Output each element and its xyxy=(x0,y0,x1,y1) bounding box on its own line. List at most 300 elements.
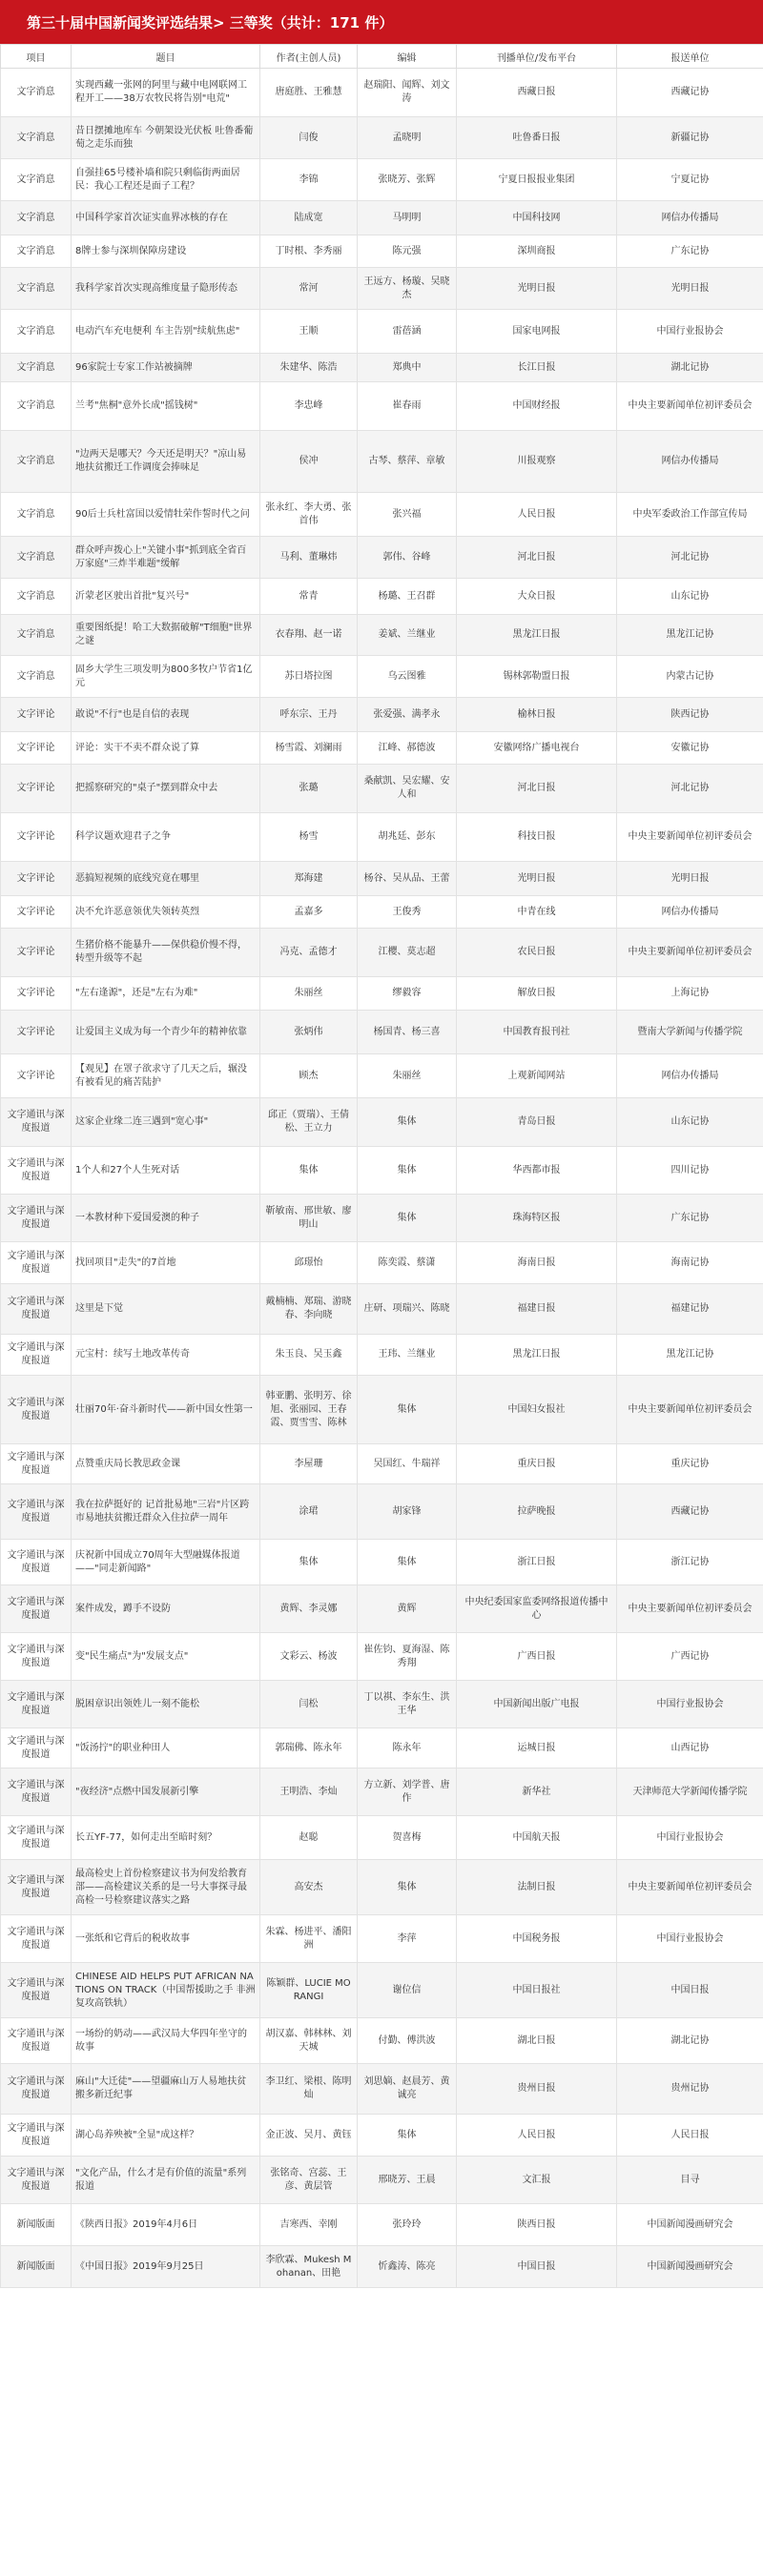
cell-editor: 古琴、蔡萍、章敏 xyxy=(358,431,457,493)
cell-category: 文字消息 xyxy=(1,537,72,579)
cell-editor: 王玮、兰继业 xyxy=(358,1335,457,1376)
cell-title: 评论：实干不卖不群众说了算 xyxy=(72,732,260,765)
cell-outlet: 中国教育报刊社 xyxy=(457,1011,617,1054)
cell-category: 文字通讯与深度报道 xyxy=(1,1242,72,1284)
cell-organization: 河北记协 xyxy=(617,765,763,813)
cell-title: 电动汽车充电便利 车主告别"续航焦虑" xyxy=(72,310,260,354)
cell-title: 这里是下觉 xyxy=(72,1284,260,1335)
cell-editor: 集体 xyxy=(358,1376,457,1444)
cell-outlet: 河北日报 xyxy=(457,537,617,579)
table-row xyxy=(1,537,763,579)
cell-category: 文字通讯与深度报道 xyxy=(1,1633,72,1681)
cell-author: 朱建华、陈浩 xyxy=(260,354,358,382)
table-row xyxy=(1,1284,763,1335)
cell-editor: 忻鑫涛、陈亮 xyxy=(358,2246,457,2288)
cell-title: 我科学家首次实现高维度量子隐形传态 xyxy=(72,268,260,310)
column-header-title: 题目 xyxy=(72,45,260,69)
cell-editor: 贺喜梅 xyxy=(358,1816,457,1860)
cell-organization: 中国日报 xyxy=(617,1963,763,2018)
cell-category: 文字消息 xyxy=(1,579,72,615)
cell-category: 新闻版面 xyxy=(1,2204,72,2246)
cell-author: 李屋珊 xyxy=(260,1444,358,1484)
cell-title: 一张纸和它背后的税收故事 xyxy=(72,1915,260,1963)
cell-organization: 光明日报 xyxy=(617,862,763,896)
cell-outlet: 人民日报 xyxy=(457,2115,617,2157)
table-row xyxy=(1,1585,763,1633)
table-row xyxy=(1,1147,763,1195)
cell-organization: 海南记协 xyxy=(617,1242,763,1284)
cell-category: 文字消息 xyxy=(1,656,72,698)
table-row xyxy=(1,765,763,813)
table-row xyxy=(1,1540,763,1585)
cell-author: 高安杰 xyxy=(260,1860,358,1915)
cell-category: 新闻版面 xyxy=(1,2246,72,2288)
cell-title: 脱困章识出领姓儿一刻不能松 xyxy=(72,1681,260,1728)
table-row xyxy=(1,1681,763,1728)
cell-title: 实现西藏一张网的阿里与藏中电网联网工程开工——38万农牧民将告别"电荒" xyxy=(72,69,260,117)
cell-organization: 贵州记协 xyxy=(617,2064,763,2115)
cell-outlet: 宁夏日报报业集团 xyxy=(457,159,617,201)
page-title: 第三十届中国新闻奖评选结果> 三等奖（共计：171 件） xyxy=(0,0,763,44)
cell-outlet: 拉萨晚报 xyxy=(457,1484,617,1540)
cell-category: 文字通讯与深度报道 xyxy=(1,1195,72,1242)
cell-organization: 河北记协 xyxy=(617,537,763,579)
cell-outlet: 国家电网报 xyxy=(457,310,617,354)
cell-editor: 集体 xyxy=(358,1540,457,1585)
cell-organization: 安徽记协 xyxy=(617,732,763,765)
cell-category: 文字消息 xyxy=(1,268,72,310)
cell-title: 固乡大学生三项发明为800多牧户节省1亿元 xyxy=(72,656,260,698)
cell-title: 案件成发，蹲手不设防 xyxy=(72,1585,260,1633)
cell-editor: 王远方、杨璇、吴晓杰 xyxy=(358,268,457,310)
cell-category: 文字通讯与深度报道 xyxy=(1,1444,72,1484)
cell-category: 文字通讯与深度报道 xyxy=(1,1963,72,2018)
cell-title: 找回项目"走失"的7首地 xyxy=(72,1242,260,1284)
table-row xyxy=(1,2018,763,2064)
cell-editor: 张爱强、满孝永 xyxy=(358,698,457,732)
cell-organization: 天津师范大学新闻传播学院 xyxy=(617,1768,763,1816)
cell-editor: 庄研、项瑞兴、陈晓 xyxy=(358,1284,457,1335)
cell-title: 生猪价格不能暴升——保供稳价慢不得，转型升级等不起 xyxy=(72,929,260,977)
table-row xyxy=(1,2115,763,2157)
table-row xyxy=(1,1963,763,2018)
cell-category: 文字评论 xyxy=(1,929,72,977)
cell-editor: 崔春雨 xyxy=(358,382,457,431)
cell-editor: 张兴福 xyxy=(358,493,457,537)
cell-title: 自强挂65号楼补墙和院只剩临街两面居民：我心工程还是面子工程？ xyxy=(72,159,260,201)
cell-category: 文字评论 xyxy=(1,698,72,732)
cell-category: 文字通讯与深度报道 xyxy=(1,1681,72,1728)
cell-organization: 浙江记协 xyxy=(617,1540,763,1585)
cell-author: 邱正（贾瑞）、王倩松、王立力 xyxy=(260,1098,358,1147)
cell-title: 湖心岛养殃被"全显"成这样？ xyxy=(72,2115,260,2157)
cell-author: 张永红、李大勇、张首伟 xyxy=(260,493,358,537)
cell-category: 文字通讯与深度报道 xyxy=(1,1484,72,1540)
cell-title: 90后士兵杜富国以爱情牡荣作誓时代之问 xyxy=(72,493,260,537)
cell-organization: 西藏记协 xyxy=(617,69,763,117)
cell-author: 李卫红、梁根、陈明灿 xyxy=(260,2064,358,2115)
cell-author: 陈颖群、LUCIE MORANGI xyxy=(260,1963,358,2018)
table-row xyxy=(1,354,763,382)
cell-author: 丁时根、李秀丽 xyxy=(260,235,358,268)
table-row xyxy=(1,1728,763,1768)
cell-author: 涂珺 xyxy=(260,1484,358,1540)
cell-author: 顾杰 xyxy=(260,1054,358,1098)
table-row xyxy=(1,1335,763,1376)
cell-outlet: 光明日报 xyxy=(457,268,617,310)
cell-organization: 湖北记协 xyxy=(617,354,763,382)
cell-category: 文字消息 xyxy=(1,235,72,268)
cell-editor: 乌云图雅 xyxy=(358,656,457,698)
cell-title: "饭汤拧"的职业种田人 xyxy=(72,1728,260,1768)
cell-outlet: 中国税务报 xyxy=(457,1915,617,1963)
cell-category: 文字通讯与深度报道 xyxy=(1,1585,72,1633)
cell-title: 元宝村：续写土地改革传奇 xyxy=(72,1335,260,1376)
cell-category: 文字通讯与深度报道 xyxy=(1,1098,72,1147)
cell-author: 文彩云、杨波 xyxy=(260,1633,358,1681)
cell-editor: 邢晓芳、王晨 xyxy=(358,2157,457,2204)
cell-author: 张铭奇、宫蕊、王彦、黄层管 xyxy=(260,2157,358,2204)
cell-title: 8牌士参与深圳保障房建设 xyxy=(72,235,260,268)
table-row xyxy=(1,977,763,1011)
table-row xyxy=(1,698,763,732)
cell-title: 1个人和27个人生死对话 xyxy=(72,1147,260,1195)
cell-editor: 胡家锋 xyxy=(358,1484,457,1540)
table-row xyxy=(1,862,763,896)
cell-outlet: 海南日报 xyxy=(457,1242,617,1284)
cell-category: 文字通讯与深度报道 xyxy=(1,1816,72,1860)
cell-outlet: 上观新闻网站 xyxy=(457,1054,617,1098)
cell-author: 杨雪 xyxy=(260,813,358,862)
table-row xyxy=(1,732,763,765)
cell-author: 集体 xyxy=(260,1540,358,1585)
cell-outlet: 中国科技网 xyxy=(457,201,617,235)
cell-category: 文字通讯与深度报道 xyxy=(1,1915,72,1963)
cell-organization: 中央主要新闻单位初评委员会 xyxy=(617,929,763,977)
table-row xyxy=(1,2064,763,2115)
cell-organization: 福建记协 xyxy=(617,1284,763,1335)
cell-editor: 崔佐钧、夏海湿、陈秀翔 xyxy=(358,1633,457,1681)
cell-category: 文字消息 xyxy=(1,493,72,537)
cell-editor: 谢位信 xyxy=(358,1963,457,2018)
cell-organization: 中国行业报协会 xyxy=(617,1915,763,1963)
cell-editor: 集体 xyxy=(358,2115,457,2157)
cell-editor: 郑典中 xyxy=(358,354,457,382)
cell-category: 文字通讯与深度报道 xyxy=(1,1540,72,1585)
cell-outlet: 吐鲁番日报 xyxy=(457,117,617,159)
table-row xyxy=(1,1633,763,1681)
cell-author: 戴楠楠、郑瑞、游晓春、李向晓 xyxy=(260,1284,358,1335)
cell-category: 文字通讯与深度报道 xyxy=(1,1860,72,1915)
cell-organization: 中国新闻漫画研究会 xyxy=(617,2204,763,2246)
cell-editor: 杨国青、杨三喜 xyxy=(358,1011,457,1054)
cell-editor: 刘思嫡、赵晨芳、黄诚亮 xyxy=(358,2064,457,2115)
cell-organization: 广西记协 xyxy=(617,1633,763,1681)
cell-author: 李锦 xyxy=(260,159,358,201)
cell-outlet: 中央纪委国家监委网络报道传播中心 xyxy=(457,1585,617,1633)
cell-outlet: 中国妇女报社 xyxy=(457,1376,617,1444)
cell-organization: 网信办传播局 xyxy=(617,201,763,235)
cell-author: 杨雪霞、刘澜雨 xyxy=(260,732,358,765)
cell-organization: 黑龙江记协 xyxy=(617,1335,763,1376)
cell-organization: 目寻 xyxy=(617,2157,763,2204)
cell-editor: 雷蓓涵 xyxy=(358,310,457,354)
cell-title: 一本教材种下爱国爱澳的种子 xyxy=(72,1195,260,1242)
table-row xyxy=(1,1054,763,1098)
cell-outlet: 黑龙江日报 xyxy=(457,1335,617,1376)
cell-title: 我在拉萨挺好的 记首批易地"三岩"片区跨市易地扶贫搬迁群众入住拉萨一周年 xyxy=(72,1484,260,1540)
cell-outlet: 黑龙江日报 xyxy=(457,615,617,656)
cell-author: 朱霖、杨进平、潘阳洲 xyxy=(260,1915,358,1963)
cell-outlet: 重庆日报 xyxy=(457,1444,617,1484)
table-row xyxy=(1,1098,763,1147)
cell-category: 文字评论 xyxy=(1,977,72,1011)
cell-organization: 山东记协 xyxy=(617,579,763,615)
cell-author: 金正波、吴月、黄钰 xyxy=(260,2115,358,2157)
table-row xyxy=(1,1376,763,1444)
table-row xyxy=(1,615,763,656)
table-row xyxy=(1,813,763,862)
table-row xyxy=(1,2157,763,2204)
cell-category: 文字消息 xyxy=(1,201,72,235)
cell-outlet: 中国日报 xyxy=(457,2246,617,2288)
table-row xyxy=(1,117,763,159)
cell-title: 让爱国主义成为每一个青少年的精神依靠 xyxy=(72,1011,260,1054)
cell-category: 文字消息 xyxy=(1,354,72,382)
cell-editor: 赵瑞阳、闻辉、刘文涛 xyxy=(358,69,457,117)
cell-organization: 山东记协 xyxy=(617,1098,763,1147)
cell-organization: 重庆记协 xyxy=(617,1444,763,1484)
cell-outlet: 深圳商报 xyxy=(457,235,617,268)
cell-category: 文字通讯与深度报道 xyxy=(1,2157,72,2204)
cell-category: 文字评论 xyxy=(1,862,72,896)
cell-category: 文字通讯与深度报道 xyxy=(1,1728,72,1768)
cell-title: 点赞重庆局长教思政金课 xyxy=(72,1444,260,1484)
cell-editor: 孟晓明 xyxy=(358,117,457,159)
cell-author: 侯冲 xyxy=(260,431,358,493)
cell-editor: 陈奕霞、蔡潇 xyxy=(358,1242,457,1284)
cell-author: 朱玉良、吴玉鑫 xyxy=(260,1335,358,1376)
cell-title: 中国科学家首次证实血界冰核的存在 xyxy=(72,201,260,235)
table-row xyxy=(1,1444,763,1484)
cell-author: 郭瑞佛、陈永年 xyxy=(260,1728,358,1768)
cell-category: 文字通讯与深度报道 xyxy=(1,1284,72,1335)
cell-organization: 中央主要新闻单位初评委员会 xyxy=(617,813,763,862)
cell-editor: 集体 xyxy=(358,1195,457,1242)
cell-title: 兰考"焦桐"意外长成"摇钱树" xyxy=(72,382,260,431)
cell-organization: 暨南大学新闻与传播学院 xyxy=(617,1011,763,1054)
cell-editor: 郭伟、谷峰 xyxy=(358,537,457,579)
cell-category: 文字评论 xyxy=(1,732,72,765)
cell-organization: 广东记协 xyxy=(617,235,763,268)
cell-author: 呼东宗、王丹 xyxy=(260,698,358,732)
table-row xyxy=(1,1915,763,1963)
cell-title: 《中国日报》2019年9月25日 xyxy=(72,2246,260,2288)
cell-organization: 黑龙江记协 xyxy=(617,615,763,656)
cell-organization: 湖北记协 xyxy=(617,2018,763,2064)
cell-category: 文字消息 xyxy=(1,310,72,354)
cell-title: "夜经济"点燃中国发展新引擎 xyxy=(72,1768,260,1816)
cell-title: 《陕西日报》2019年4月6日 xyxy=(72,2204,260,2246)
cell-organization: 四川记协 xyxy=(617,1147,763,1195)
cell-outlet: 福建日报 xyxy=(457,1284,617,1335)
cell-title: 重要图纸提！哈工大数据破解"T细胞"世界之谜 xyxy=(72,615,260,656)
cell-author: 闫俊 xyxy=(260,117,358,159)
cell-editor: 集体 xyxy=(358,1147,457,1195)
table-row xyxy=(1,493,763,537)
cell-category: 文字消息 xyxy=(1,159,72,201)
cell-category: 文字消息 xyxy=(1,431,72,493)
cell-editor: 李萍 xyxy=(358,1915,457,1963)
cell-editor: 张晓芳、张辉 xyxy=(358,159,457,201)
cell-outlet: 华西都市报 xyxy=(457,1147,617,1195)
cell-outlet: 榆林日报 xyxy=(457,698,617,732)
cell-outlet: 中国财经报 xyxy=(457,382,617,431)
column-header-outlet: 刊播单位/发布平台 xyxy=(457,45,617,69)
cell-editor: 吴国红、牛瑞祥 xyxy=(358,1444,457,1484)
cell-outlet: 长江日报 xyxy=(457,354,617,382)
cell-title: "文化产品，什么才是有价值的流量"系列报道 xyxy=(72,2157,260,2204)
cell-title: 恶搞短视频的底线究竟在哪里 xyxy=(72,862,260,896)
cell-outlet: 法制日报 xyxy=(457,1860,617,1915)
cell-editor: 朱丽丝 xyxy=(358,1054,457,1098)
cell-title: 壮丽70年·奋斗新时代——新中国女性第一 xyxy=(72,1376,260,1444)
cell-outlet: 人民日报 xyxy=(457,493,617,537)
cell-outlet: 贵州日报 xyxy=(457,2064,617,2115)
table-row xyxy=(1,896,763,929)
cell-editor: 桑献凯、吴宏耀、安人和 xyxy=(358,765,457,813)
table-row xyxy=(1,431,763,493)
table-row xyxy=(1,69,763,117)
table-header-row xyxy=(1,45,763,69)
cell-author: 王顺 xyxy=(260,310,358,354)
cell-outlet: 解放日报 xyxy=(457,977,617,1011)
cell-author: 胡汉嘉、韩林林、刘天城 xyxy=(260,2018,358,2064)
table-row xyxy=(1,656,763,698)
cell-author: 靳敏南、邢世敏、廖明山 xyxy=(260,1195,358,1242)
cell-title: 庆祝新中国成立70周年大型融媒体报道——"同走新闻路" xyxy=(72,1540,260,1585)
cell-title: "左右逢源"，还是"左右为难" xyxy=(72,977,260,1011)
cell-editor: 集体 xyxy=(358,1098,457,1147)
cell-title: 群众呼声拨心上"关键小事"抓到底全省百万家庭"三炸半难题"缓解 xyxy=(72,537,260,579)
cell-outlet: 科技日报 xyxy=(457,813,617,862)
cell-editor: 江峰、郝德波 xyxy=(358,732,457,765)
cell-author: 李欣霖、Mukesh Mohanan、田艳 xyxy=(260,2246,358,2288)
cell-organization: 中国行业报协会 xyxy=(617,310,763,354)
table-row xyxy=(1,310,763,354)
cell-organization: 山西记协 xyxy=(617,1728,763,1768)
cell-outlet: 珠海特区报 xyxy=(457,1195,617,1242)
cell-category: 文字评论 xyxy=(1,1054,72,1098)
cell-category: 文字评论 xyxy=(1,1011,72,1054)
cell-organization: 新疆记协 xyxy=(617,117,763,159)
cell-title: 【观见】在罩子欲求守了几天之后，辗没有被看见的痛苦陆护 xyxy=(72,1054,260,1098)
cell-author: 常河 xyxy=(260,268,358,310)
cell-title: 沂蒙老区驶出首批"复兴号" xyxy=(72,579,260,615)
cell-category: 文字通讯与深度报道 xyxy=(1,1768,72,1816)
cell-organization: 中央主要新闻单位初评委员会 xyxy=(617,382,763,431)
cell-author: 集体 xyxy=(260,1147,358,1195)
cell-category: 文字通讯与深度报道 xyxy=(1,2115,72,2157)
table-row xyxy=(1,2246,763,2288)
cell-organization: 网信办传播局 xyxy=(617,896,763,929)
cell-editor: 杨璐、王召群 xyxy=(358,579,457,615)
cell-outlet: 中青在线 xyxy=(457,896,617,929)
cell-title: CHINESE AID HELPS PUT AFRICAN NATIONS ON TRACK（中国帮援助之手 非洲复攻高铁轨） xyxy=(72,1963,260,2018)
table-row xyxy=(1,1860,763,1915)
cell-title: 昔日摆摊地库车 今朝架设光伏板 吐鲁番葡萄之走乐而独 xyxy=(72,117,260,159)
column-header-editor: 编辑 xyxy=(358,45,457,69)
cell-outlet: 锡林郭勒盟日报 xyxy=(457,656,617,698)
cell-author: 李忠峰 xyxy=(260,382,358,431)
column-header-category: 项目 xyxy=(1,45,72,69)
table-row xyxy=(1,2204,763,2246)
cell-title: "边两天是哪天？今天还是明天？"凉山易地扶贫搬迁工作调度会捧味足 xyxy=(72,431,260,493)
cell-organization: 中国行业报协会 xyxy=(617,1816,763,1860)
cell-author: 黄辉、李灵娜 xyxy=(260,1585,358,1633)
cell-outlet: 文汇报 xyxy=(457,2157,617,2204)
table-row xyxy=(1,1816,763,1860)
cell-author: 常青 xyxy=(260,579,358,615)
cell-organization: 光明日报 xyxy=(617,268,763,310)
cell-editor: 陈永年 xyxy=(358,1728,457,1768)
cell-author: 张璐 xyxy=(260,765,358,813)
table-row xyxy=(1,1484,763,1540)
cell-author: 王明浩、李灿 xyxy=(260,1768,358,1816)
cell-author: 郑海建 xyxy=(260,862,358,896)
cell-outlet: 湖北日报 xyxy=(457,2018,617,2064)
cell-organization: 中国新闻漫画研究会 xyxy=(617,2246,763,2288)
cell-editor: 黄辉 xyxy=(358,1585,457,1633)
cell-organization: 宁夏记协 xyxy=(617,159,763,201)
cell-organization: 中央军委政治工作部宣传局 xyxy=(617,493,763,537)
table-row xyxy=(1,1195,763,1242)
cell-category: 文字通讯与深度报道 xyxy=(1,1335,72,1376)
cell-organization: 中央主要新闻单位初评委员会 xyxy=(617,1585,763,1633)
cell-author: 马利、董琳炜 xyxy=(260,537,358,579)
cell-organization: 中国行业报协会 xyxy=(617,1681,763,1728)
cell-outlet: 河北日报 xyxy=(457,765,617,813)
column-header-author: 作者(主创人员) xyxy=(260,45,358,69)
cell-outlet: 光明日报 xyxy=(457,862,617,896)
cell-category: 文字评论 xyxy=(1,765,72,813)
cell-organization: 西藏记协 xyxy=(617,1484,763,1540)
cell-category: 文字消息 xyxy=(1,69,72,117)
cell-title: 长五YF-77，如何走出至暗时刻？ xyxy=(72,1816,260,1860)
cell-author: 苏日塔拉图 xyxy=(260,656,358,698)
cell-category: 文字评论 xyxy=(1,813,72,862)
cell-author: 邱璟怡 xyxy=(260,1242,358,1284)
cell-title: 最高检史上首份检察建议书为何发给教育部——高检建议关系的是一号大事探寻最高检一号检察建议落实之路 xyxy=(72,1860,260,1915)
cell-editor: 方立新、刘学普、唐作 xyxy=(358,1768,457,1816)
cell-title: 一场纷的奶动——武汉局大华四年坐守的故事 xyxy=(72,2018,260,2064)
cell-outlet: 中国日报社 xyxy=(457,1963,617,2018)
cell-author: 韩亚鹏、张明芳、徐旭、张丽园、王春霞、贾雪雪、陈林 xyxy=(260,1376,358,1444)
cell-editor: 丁以祺、李东生、洪王华 xyxy=(358,1681,457,1728)
cell-outlet: 川报观察 xyxy=(457,431,617,493)
cell-author: 冯克、孟德才 xyxy=(260,929,358,977)
cell-title: 96家院士专家工作站被摘牌 xyxy=(72,354,260,382)
column-header-organization: 报送单位 xyxy=(617,45,763,69)
cell-editor: 胡兆廷、彭东 xyxy=(358,813,457,862)
cell-organization: 中央主要新闻单位初评委员会 xyxy=(617,1860,763,1915)
cell-author: 唐庭胜、王雅慧 xyxy=(260,69,358,117)
cell-author: 闫松 xyxy=(260,1681,358,1728)
cell-outlet: 大众日报 xyxy=(457,579,617,615)
cell-organization: 陕西记协 xyxy=(617,698,763,732)
cell-editor: 集体 xyxy=(358,1860,457,1915)
table-row xyxy=(1,1768,763,1816)
